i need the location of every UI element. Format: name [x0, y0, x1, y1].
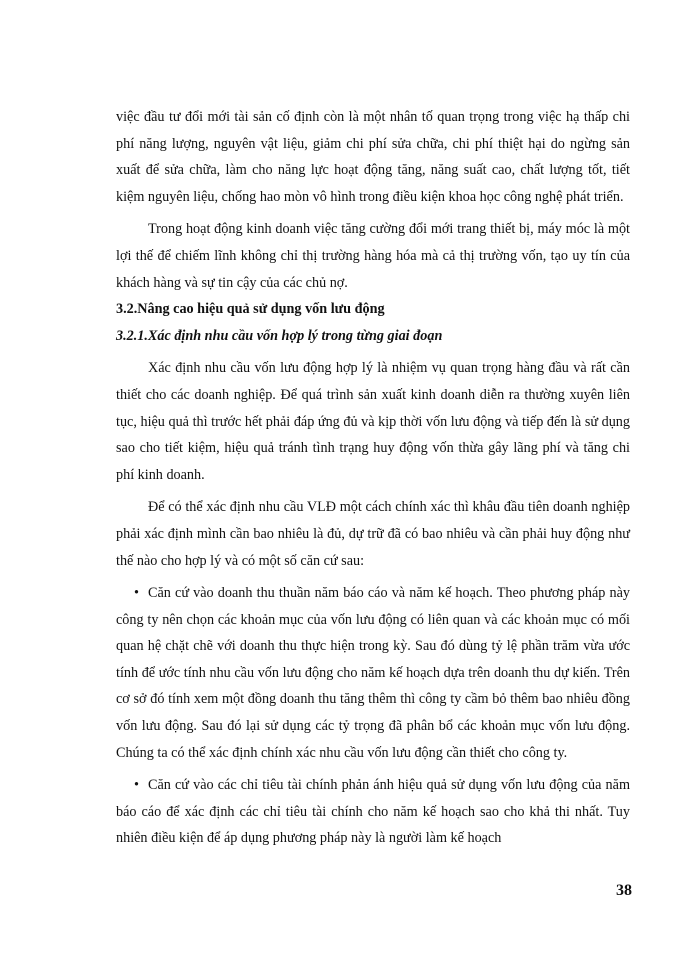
page-number: 38 — [616, 882, 632, 899]
section-heading: 3.2.Nâng cao hiệu quả sử dụng vốn lưu động — [116, 301, 385, 318]
paragraph-equipment-renewal: Trong hoạt động kinh doanh việc tăng cường đổi mới trang thiết bị, máy móc là một lợi thế để chiếm lĩnh không chỉ thị trường hàng hóa mà cả thị trường vốn, tạo uy tín của khách hàng và sự tin cậy của các chủ nợ. — [116, 221, 630, 291]
bullet-marker: • — [134, 777, 139, 794]
paragraph-capital-needs: Xác định nhu cầu vốn lưu động hợp lý là nhiệm vụ quan trọng hàng đầu và rất cần thiết cho các doanh nghiệp. Để quá trình sản xuất kinh doanh diễn ra thường xuyên liên tục, hiệu quả thì trước hết phải đáp ứng đủ và kịp thời vốn lưu động và tiếp đến là sử dụng sao cho tiết kiệm, hiệu quả tránh tình trạng huy động vốn thừa gây lãng phí và tăng chi phí kinh doanh. — [116, 360, 630, 483]
document-page — [116, 104, 630, 852]
bullet-item — [116, 772, 630, 852]
bullet-text: Căn cứ vào các chỉ tiêu tài chính phản ánh hiệu quả sử dụng vốn lưu động của năm báo cáo để xác định các chỉ tiêu tài chính cho năm kế hoạch sao cho khả thi nhất. Tuy nhiên điều kiện để áp dụng phương pháp này là người làm kế hoạch — [116, 777, 630, 847]
bullet-item — [116, 580, 630, 766]
bullet-marker: • — [134, 585, 139, 602]
bullet-text: Căn cứ vào doanh thu thuần năm báo cáo và năm kế hoạch. Theo phương pháp này công ty nên chọn các khoản mục của vốn lưu động có liên quan và các khoản mục có mối quan hệ chặt chẽ với doanh thu thực hiện trong kỳ. Sau đó dùng tỷ lệ phần trăm vừa ước tính để ước tính nhu cầu vốn lưu động cho năm kế hoạch dựa trên doanh thu dự kiến. Trên cơ sở đó tính xem một đồng doanh thu tăng thêm thì công ty cầm bỏ thêm bao nhiêu đồng vốn lưu động. Sau đó lại sử dụng các tỷ trọng đã phân bổ các khoản mục vốn lưu động. Chúng ta có thể xác định chính xác nhu cầu vốn lưu động cần thiết cho công ty. — [116, 585, 630, 761]
paragraph-continuation: việc đầu tư đổi mới tài sản cố định còn là một nhân tố quan trọng trong việc hạ thấp chi phí năng lượng, nguyên vật liệu, giảm chi phí sửa chữa, chi phí thiệt hại do ngừng sản xuất để sửa chữa, làm cho năng lực hoạt động tăng, năng suất cao, chất lượng tốt, tiết kiệm nguyên liệu, chống hao mòn vô hình trong điều kiện khoa học công nghệ phát triển. — [116, 109, 630, 205]
paragraph-determination-steps: Để có thể xác định nhu cầu VLĐ một cách chính xác thì khâu đầu tiên doanh nghiệp phải xác định mình cần bao nhiêu là đủ, dự trữ đã có bao nhiêu và cần phải huy động như thế nào cho hợp lý và có một số căn cứ sau: — [116, 499, 630, 569]
subsection-heading: 3.2.1.Xác định nhu cầu vốn hợp lý trong từng giai đoạn — [116, 327, 443, 344]
